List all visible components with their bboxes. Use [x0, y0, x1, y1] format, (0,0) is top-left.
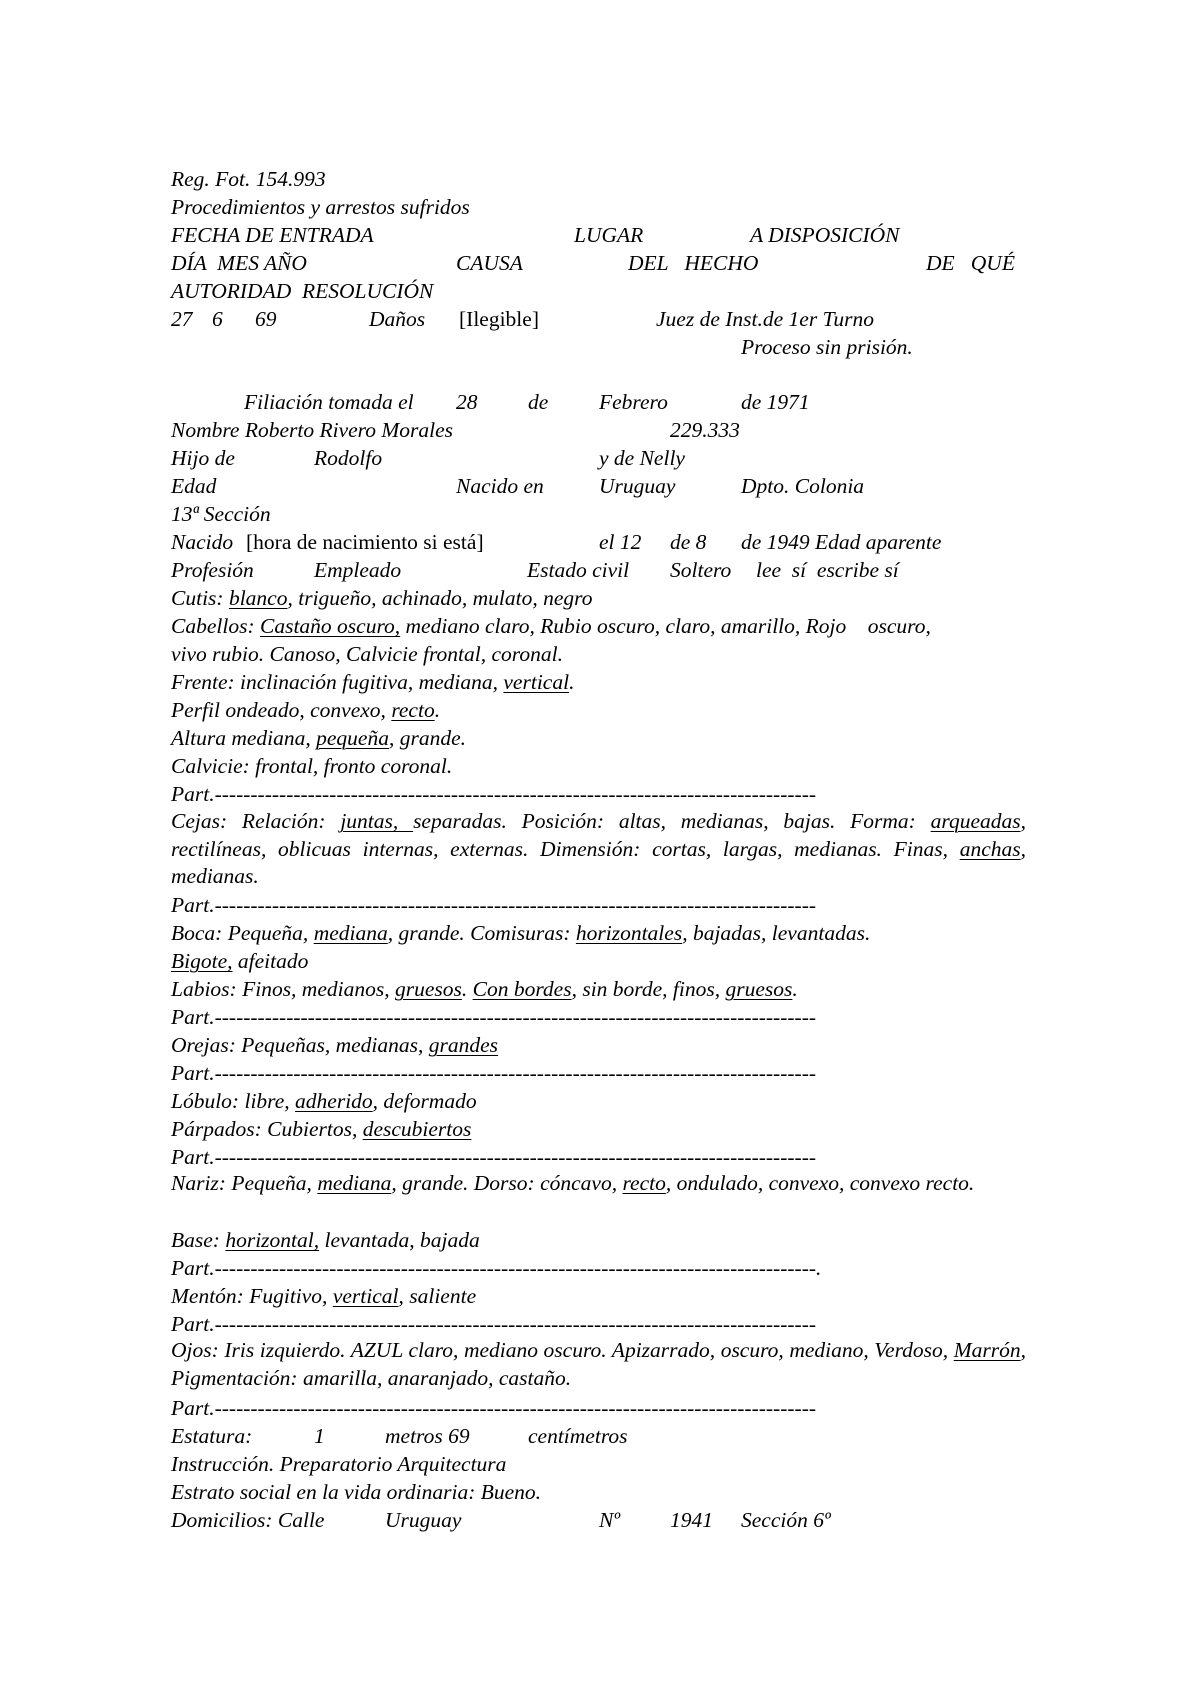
row-dia: 27 — [171, 307, 193, 331]
bigote-selected: Bigote, — [171, 949, 233, 973]
nacido-de: de 8 — [670, 530, 707, 554]
estatura-metros-label: metros 69 — [385, 1424, 470, 1448]
domicilio-numero: 1941 — [670, 1508, 713, 1532]
profesion-label: Profesión — [171, 558, 254, 582]
col-del-hecho: DEL HECHO — [628, 251, 759, 275]
nombre-numero: 229.333 — [670, 418, 740, 442]
part-line: Part.------------------------------------------------------------------------------------ — [171, 782, 817, 806]
cabellos-line-2: vivo rubio. Canoso, Calvicie frontal, coronal. — [171, 642, 563, 666]
cutis-line: Cutis: blanco, trigueño, achinado, mulato, negro — [171, 586, 593, 610]
edad-label: Edad — [171, 474, 217, 498]
cejas-selected-arqueadas: arqueadas — [930, 809, 1021, 833]
altura-selected: pequeña — [316, 726, 389, 750]
hijo-padre: Rodolfo — [314, 446, 383, 470]
lee-escribe: lee sí escribe sí — [756, 558, 899, 582]
nombre-label: Nombre Roberto Rivero Morales — [171, 418, 454, 442]
lobulo-selected: adherido — [295, 1089, 373, 1113]
ojos-paragraph: Ojos: Iris izquierdo. AZUL claro, mediano oscuro. Apizarrado, oscuro, mediano, Verdoso, Marrón, Pigmentación: amarilla, anaranjado, castaño. — [171, 1338, 1026, 1390]
bigote-line: Bigote, afeitado — [171, 949, 309, 973]
domicilio-calle: Uruguay — [385, 1508, 462, 1532]
base-line: Base: horizontal, levantada, bajada — [171, 1228, 480, 1252]
nacido-el: el 12 — [599, 530, 642, 554]
part-line: Part.------------------------------------------------------------------------------------ — [171, 1061, 817, 1085]
nacido-dpto: Dpto. Colonia — [741, 474, 865, 498]
nacido-anio: de 1949 Edad aparente — [741, 530, 942, 554]
lobulo-line: Lóbulo: libre, adherido, deformado — [171, 1089, 477, 1113]
parpados-line: Párpados: Cubiertos, descubiertos — [171, 1117, 472, 1141]
labios-selected-con-bordes: Con bordes — [472, 977, 572, 1001]
col-lugar: LUGAR — [574, 223, 644, 247]
labios-selected-gruesos-2: gruesos — [725, 977, 793, 1001]
nariz-selected-recto: recto — [622, 1171, 666, 1195]
cabellos-line: Cabellos: Castaño oscuro, mediano claro, Rubio oscuro, claro, amarillo, Rojo oscuro, — [171, 614, 931, 638]
cejas-selected-juntas: juntas, — [340, 809, 414, 833]
col-autoridad-resolucion: AUTORIDAD RESOLUCIÓN — [171, 279, 434, 303]
calvicie-line: Calvicie: frontal, fronto coronal. — [171, 754, 453, 778]
cutis-selected: blanco — [228, 586, 288, 610]
profesion-valor: Empleado — [314, 558, 402, 582]
orejas-line: Orejas: Pequeñas, medianas, grandes — [171, 1033, 499, 1057]
orejas-selected: grandes — [428, 1033, 499, 1057]
nacido-label: Nacido — [171, 530, 234, 554]
nacido-seccion: 13ª Sección — [171, 502, 271, 526]
ojos-selected-marron: Marrón — [953, 1338, 1021, 1362]
menton-selected: vertical — [332, 1284, 399, 1308]
hijo-label: Hijo de — [171, 446, 235, 470]
part-line: Part.------------------------------------------------------------------------------------. — [171, 1256, 822, 1280]
procedimientos-title: Procedimientos y arrestos sufridos — [171, 195, 470, 219]
parpados-selected: descubiertos — [362, 1117, 472, 1141]
cejas-selected-anchas: anchas — [959, 836, 1021, 861]
filiacion-label: Filiación tomada el — [244, 390, 414, 414]
cabellos-selected: Castaño oscuro, — [259, 614, 401, 638]
row-mes: 6 — [212, 307, 223, 331]
row-resolucion: Proceso sin prisión. — [741, 335, 913, 359]
menton-line: Mentón: Fugitivo, vertical, saliente — [171, 1284, 477, 1308]
row-autoridad: Juez de Inst.de 1er Turno — [656, 307, 874, 331]
nariz-selected-mediana: mediana — [317, 1171, 392, 1195]
frente-selected: vertical — [503, 670, 570, 694]
estatura-label: Estatura: — [171, 1424, 253, 1448]
domicilio-seccion: Sección 6º — [741, 1508, 831, 1532]
col-causa: CAUSA — [456, 251, 523, 275]
boca-line: Boca: Pequeña, mediana, grande. Comisuras: horizontales, bajadas, levantadas. — [171, 921, 871, 945]
row-ano: 69 — [255, 307, 277, 331]
filiacion-mes: Febrero — [599, 390, 668, 414]
hijo-madre: y de Nelly — [599, 446, 685, 470]
col-fecha-entrada: FECHA DE ENTRADA — [171, 223, 374, 247]
boca-selected-mediana: mediana — [313, 921, 388, 945]
part-line: Part.------------------------------------------------------------------------------------ — [171, 1145, 817, 1169]
base-selected: horizontal, — [225, 1228, 320, 1252]
estatura-cm-label: centímetros — [528, 1424, 628, 1448]
instruccion-line: Instrucción. Preparatorio Arquitectura — [171, 1452, 507, 1476]
row-lugar: [Ilegible] — [459, 307, 539, 331]
estado-civil-valor: Soltero — [670, 558, 732, 582]
perfil-line: Perfil ondeado, convexo, recto. — [171, 698, 441, 722]
part-line: Part.------------------------------------------------------------------------------------ — [171, 893, 817, 917]
estrato-line: Estrato social en la vida ordinaria: Bueno. — [171, 1480, 542, 1504]
part-line: Part.------------------------------------------------------------------------------------ — [171, 1312, 817, 1336]
part-line: Part.------------------------------------------------------------------------------------ — [171, 1005, 817, 1029]
part-line: Part.------------------------------------------------------------------------------------ — [171, 1396, 817, 1420]
filiacion-de: de — [528, 390, 549, 414]
labios-selected-gruesos: gruesos — [394, 977, 462, 1001]
estatura-metros: 1 — [314, 1424, 325, 1448]
col-dia-mes-ano: DÍA MES AÑO — [171, 251, 307, 275]
cejas-paragraph: Cejas: Relación: juntas, separadas. Posición: altas, medianas, bajas. Forma: arqueadas, rectilíneas, oblicuas internas, externas. Dimensión: cortas, largas, medianas. Finas, anchas, medianas. — [171, 809, 1026, 888]
filiacion-dia: 28 — [456, 390, 478, 414]
row-causa: Daños — [369, 307, 426, 331]
estado-civil-label: Estado civil — [527, 558, 630, 582]
boca-selected-horizontales: horizontales — [575, 921, 683, 945]
domicilio-label: Domicilios: Calle — [171, 1508, 325, 1532]
frente-line: Frente: inclinación fugitiva, mediana, vertical. — [171, 670, 575, 694]
domicilio-no-label: Nº — [599, 1508, 621, 1532]
nacido-en-label: Nacido en — [456, 474, 544, 498]
nacido-pais: Uruguay — [599, 474, 676, 498]
reg-fot: Reg. Fot. 154.993 — [171, 167, 326, 191]
filiacion-anio: de 1971 — [741, 390, 810, 414]
col-de-que: DE QUÉ — [926, 251, 1015, 275]
nariz-paragraph: Nariz: Pequeña, mediana, grande. Dorso: cóncavo, recto, ondulado, convexo, convexo recto. — [171, 1171, 975, 1195]
altura-line: Altura mediana, pequeña, grande. — [171, 726, 467, 750]
col-a-disposicion: A DISPOSICIÓN — [750, 223, 900, 247]
perfil-selected: recto — [391, 698, 435, 722]
nacido-hora: [hora de nacimiento si está] — [246, 530, 484, 554]
labios-line: Labios: Finos, medianos, gruesos. Con bordes, sin borde, finos, gruesos. — [171, 977, 798, 1001]
